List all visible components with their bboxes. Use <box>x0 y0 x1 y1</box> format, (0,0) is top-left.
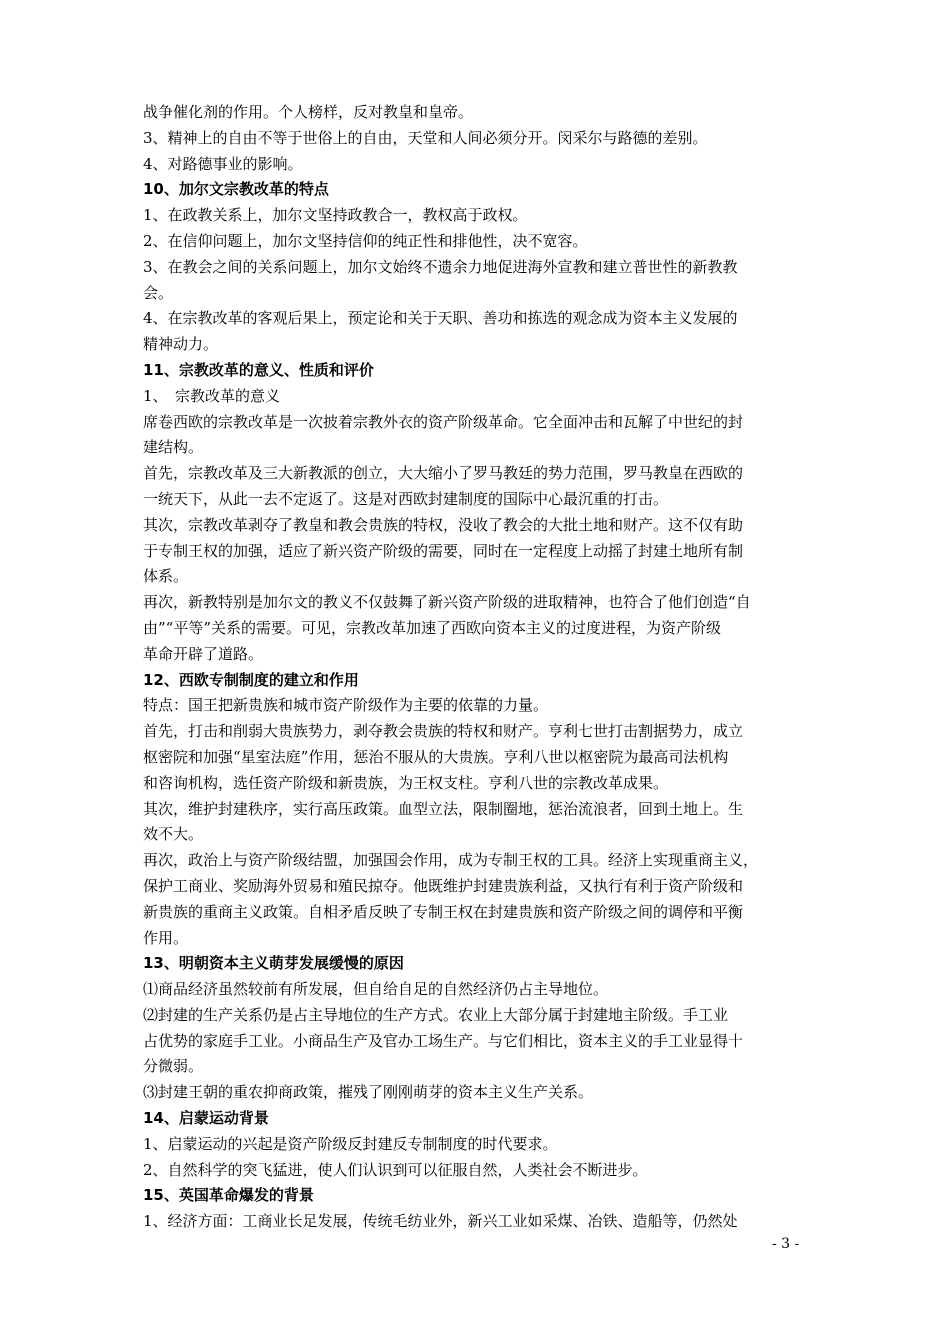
text-line: 于专制王权的加强，适应了新兴资产阶级的需要，同时在一定程度上动摇了封建土地所有制 <box>143 541 744 560</box>
text-line: 由”“平等”关系的需要。可见，宗教改革加速了西欧向资本主义的过度进程，为资产阶级 <box>143 618 722 637</box>
text-line: 3、精神上的自由不等于世俗上的自由，天堂和人间必须分开。闵采尔与路德的差别。 <box>143 128 708 147</box>
text-line: 枢密院和加强“星室法庭”作用，惩治不服从的大贵族。亨利八世以枢密院为最高司法机构 <box>143 747 729 766</box>
section-heading: 14、启蒙运动背景 <box>143 1109 269 1128</box>
text-line: 体系。 <box>143 567 189 586</box>
text-line: 2、在信仰问题上，加尔文坚持信仰的纯正性和排他性，决不宽容。 <box>143 231 588 250</box>
text-line: 1、 宗教改革的意义 <box>143 386 281 405</box>
text-line: 1、在政教关系上，加尔文坚持政教合一，教权高于政权。 <box>143 206 528 225</box>
text-line: 席卷西欧的宗教改革是一次披着宗教外衣的资产阶级革命。它全面冲击和瓦解了中世纪的封 <box>143 412 744 431</box>
page-number: - 3 - <box>772 1236 800 1252</box>
text-line: 分微弱。 <box>143 1057 204 1076</box>
section-heading: 11、宗教改革的意义、性质和评价 <box>143 360 374 379</box>
text-line: 会。 <box>143 283 174 302</box>
text-line: ⑶封建王朝的重农抑商政策，摧残了刚刚萌芽的资本主义生产关系。 <box>143 1083 594 1102</box>
text-line: ⑵封建的生产关系仍是占主导地位的生产方式。农业上大部分属于封建地主阶级。手工业 <box>143 1005 729 1024</box>
section-heading: 12、西欧专制制度的建立和作用 <box>143 670 359 689</box>
text-line: ⑴商品经济虽然较前有所发展，但自给自足的自然经济仍占主导地位。 <box>143 980 609 999</box>
text-line: 再次，新教特别是加尔文的教义不仅鼓舞了新兴资产阶级的进取精神，也符合了他们创造“自 <box>143 593 751 612</box>
text-line: 4、对路德事业的影响。 <box>143 154 303 173</box>
text-line: 战争催化剂的作用。个人榜样，反对教皇和皇帝。 <box>143 103 474 121</box>
text-line: 一统天下，从此一去不定返了。这是对西欧封建制度的国际中心最沉重的打击。 <box>143 489 669 508</box>
text-line: 1、经济方面：工商业长足发展，传统毛纺业外，新兴工业如采煤、冶铁、造船等，仍然处 <box>143 1212 738 1231</box>
text-line: 特点：国王把新贵族和城市资产阶级作为主要的依靠的力量。 <box>143 696 549 715</box>
text-line: 1、启蒙运动的兴起是资产阶级反封建反专制制度的时代要求。 <box>143 1134 558 1153</box>
text-line: 革命开辟了道路。 <box>143 644 264 663</box>
text-line: 精神动力。 <box>143 335 219 354</box>
section-heading: 13、明朝资本主义萌芽发展缓慢的原因 <box>143 954 404 973</box>
text-line: 首先，宗教改革及三大新教派的创立，大大缩小了罗马教廷的势力范围，罗马教皇在西欧的 <box>143 464 744 483</box>
section-heading: 10、加尔文宗教改革的特点 <box>143 180 329 199</box>
text-line: 占优势的家庭手工业。小商品生产及官办工场生产。与它们相比，资本主义的手工业显得十 <box>143 1031 744 1050</box>
text-line: 其次，宗教改革剥夺了教皇和教会贵族的特权，没收了教会的大批土地和财产。这不仅有助 <box>143 515 744 534</box>
text-line: 保护工商业、奖励海外贸易和殖民掠夺。他既维护封建贵族利益，又执行有利于资产阶级和 <box>143 876 744 895</box>
text-line: 作用。 <box>143 928 189 947</box>
text-line: 和咨询机构，选任资产阶级和新贵族，为王权支柱。亨利八世的宗教改革成果。 <box>143 773 669 792</box>
text-line: 其次，维护封建秩序，实行高压政策。血型立法，限制圈地，惩治流浪者，回到土地上。生 <box>143 799 744 818</box>
text-line: 2、自然科学的突飞猛进，使人们认识到可以征服自然，人类社会不断进步。 <box>143 1160 648 1179</box>
text-line: 4、在宗教改革的客观后果上，预定论和关于天职、善功和拣选的观念成为资本主义发展的 <box>143 309 738 328</box>
text-line: 首先，打击和削弱大贵族势力，剥夺教会贵族的特权和财产。亨利七世打击割据势力，成立 <box>143 722 744 741</box>
text-line: 3、在教会之间的关系问题上，加尔文始终不遗余力地促进海外宣教和建立普世性的新教教 <box>143 257 738 276</box>
section-heading: 15、英国革命爆发的背景 <box>143 1186 314 1205</box>
text-line: 新贵族的重商主义政策。自相矛盾反映了专制王权在封建贵族和资产阶级之间的调停和平衡 <box>143 902 744 921</box>
text-line: 效不大。 <box>143 825 204 844</box>
text-line: 再次，政治上与资产阶级结盟，加强国会作用，成为专制王权的工具。经济上实现重商主义， <box>143 851 759 870</box>
document-body <box>143 100 818 1235</box>
text-line: 建结构。 <box>143 438 204 457</box>
